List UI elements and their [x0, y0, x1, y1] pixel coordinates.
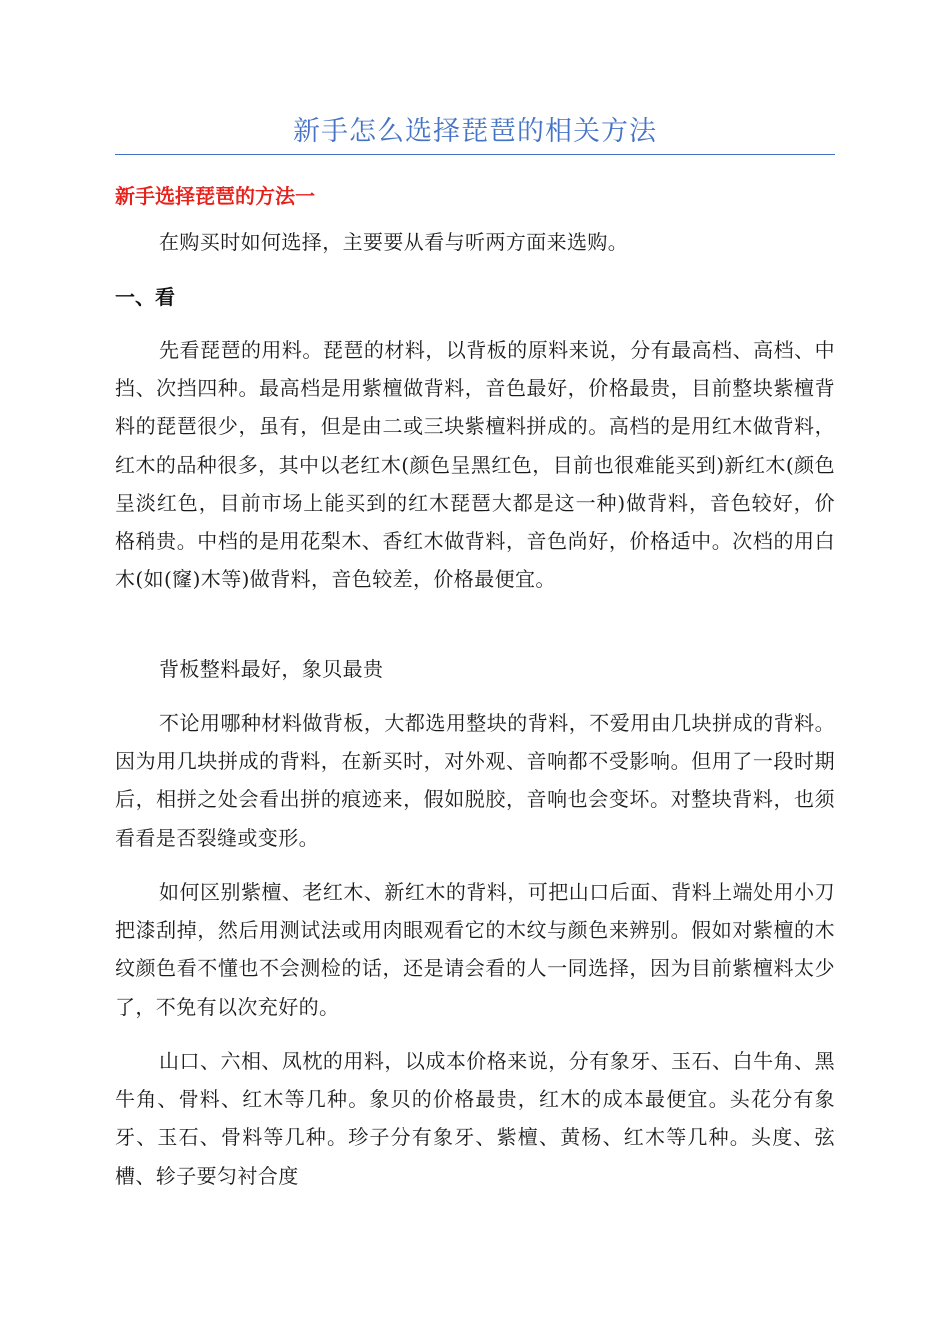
paragraph-backboard-details: 不论用哪种材料做背板，大都选用整块的背料，不爱用由几块拼成的背料。因为用几块拼成的背料，在新买时，对外观、音响都不受影响。但用了一段时期后，相拼之处会看出拼的痕迹来，假如脱胶，音响也会变坏。对整块背料，也须看看是否裂缝或变形。 — [115, 711, 835, 850]
paragraph-distinguish-woods: 如何区别紫檀、老红木、新红木的背料，可把山口后面、背料上端处用小刀把漆刮掉，然后用测试法或用肉眼观看它的木纹与颜色来辨别。假如对紫檀的木纹颜色看不懂也不会测检的话，还是请会看的人一同选择，因为目前紫檀料太少了，不免有以次充好的。 — [115, 880, 835, 1019]
subheading-look: 一、看 — [115, 285, 175, 309]
paragraph-backboard-summary: 背板整料最好，象贝最贵 — [159, 657, 384, 681]
section-heading: 新手选择琵琶的方法一 — [115, 184, 315, 208]
paragraph-materials-grades: 先看琵琶的用料。琵琶的材料，以背板的原料来说，分有最高档、高档、中挡、次挡四种。最高档是用紫檀做背料，音色最好，价格最贵，目前整块紫檀背料的琵琶很少，虽有，但是由二或三块紫檀料拼成的。高档的是用红木做背料，红木的品种很多，其中以老红木(颜色呈黑红色，目前也很难能买到)新红木(颜色呈淡红色，目前市场上能买到的红木琵琶大都是这一种)做背料，音色较好，价格稍贵。中档的是用花梨木、香红木做背料，音色尚好，价格适中。次档的用白木(如(窿)木等)做背料，音色较差，价格最便宜。 — [115, 338, 835, 592]
page-title: 新手怎么选择琵琶的相关方法 — [293, 116, 657, 147]
intro-paragraph: 在购买时如何选择，主要要从看与听两方面来选购。 — [159, 230, 629, 254]
title-underline-divider — [115, 154, 835, 155]
paragraph-fittings-materials: 山口、六相、凤枕的用料，以成本价格来说，分有象牙、玉石、白牛角、黑牛角、骨料、红木等几种。象贝的价格最贵，红木的成本最便宜。头花分有象牙、玉石、骨料等几种。珍子分有象牙、紫檀、黄杨、红木等几种。头度、弦槽、轸子要匀衬合度 — [115, 1049, 835, 1188]
